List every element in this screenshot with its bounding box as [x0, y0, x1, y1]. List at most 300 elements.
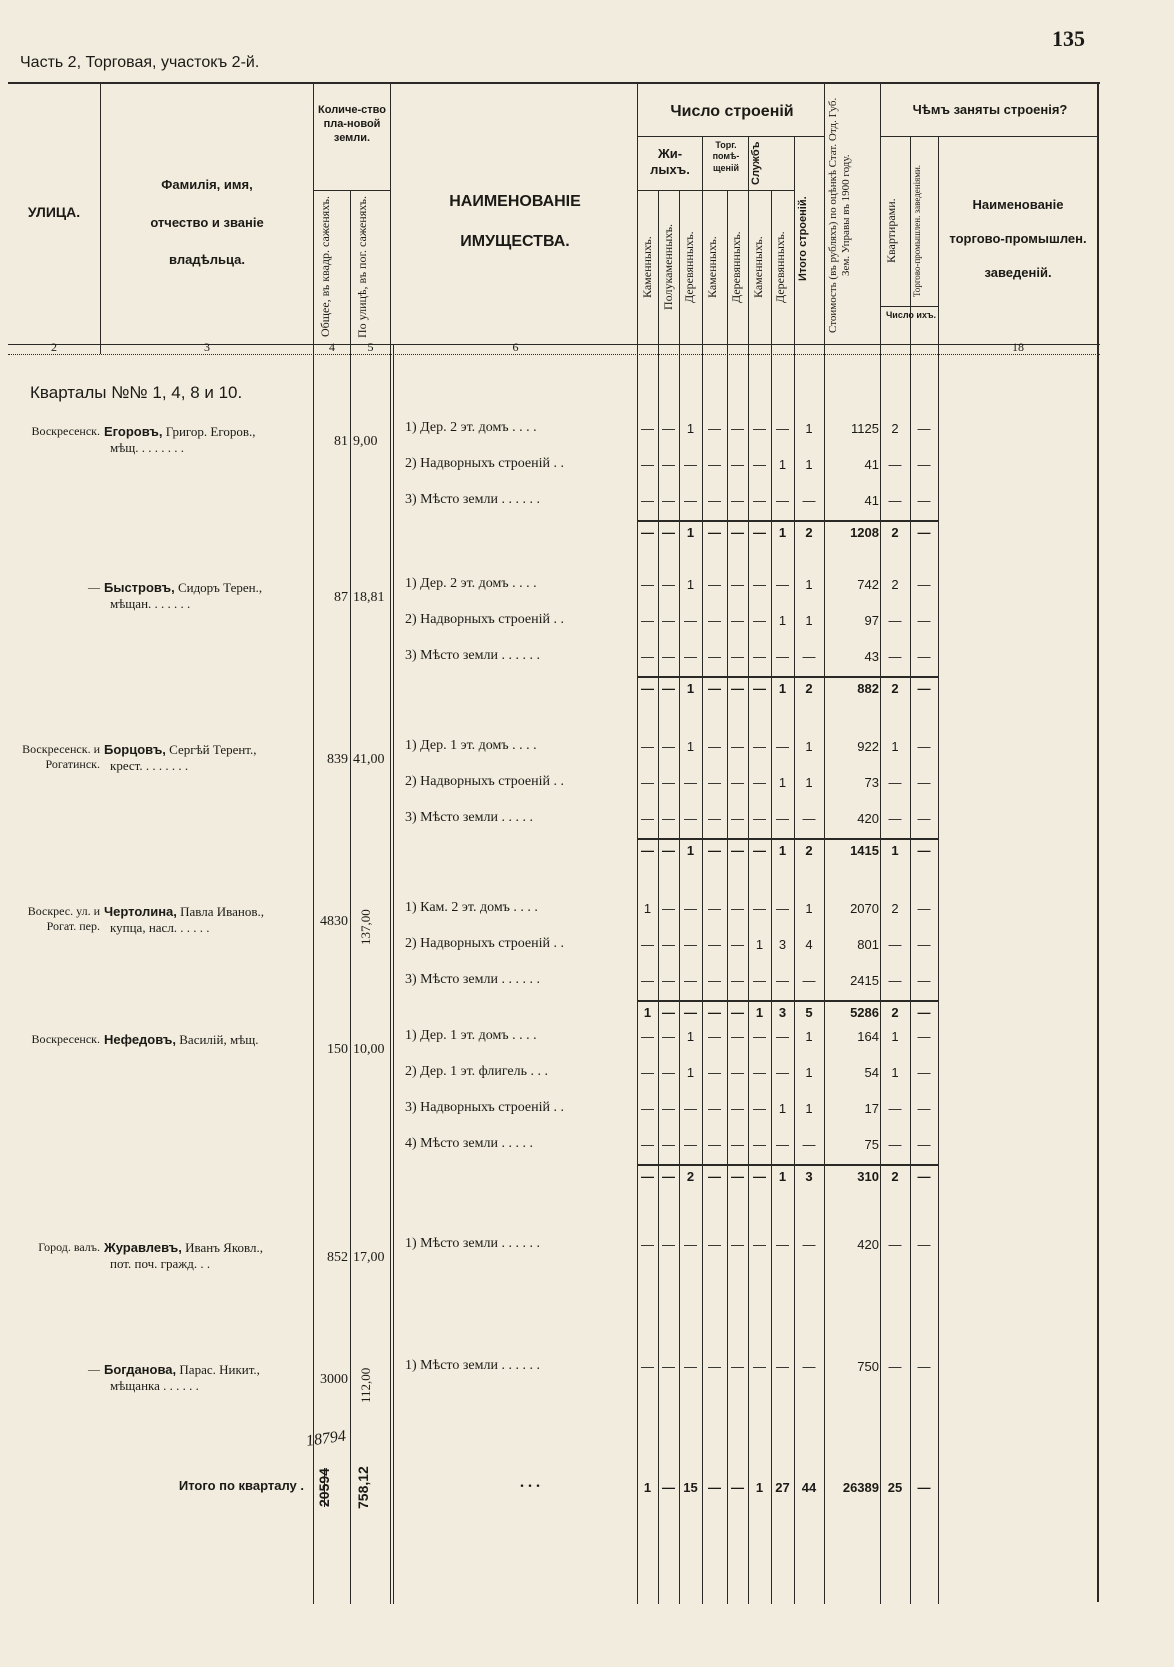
entry-street: Воскресенск.: [31, 424, 100, 438]
table-cell: —: [662, 421, 675, 436]
section-title: Кварталы №№ 1, 4, 8 и 10.: [30, 383, 243, 402]
table-cell: 1: [686, 739, 695, 754]
table-cell: 1: [805, 901, 813, 916]
property-item: 1) Дер. 1 эт. домъ . . . .: [405, 738, 537, 753]
owner-estate: пот. поч. гражд. . .: [110, 1256, 211, 1272]
table-cell: 2: [891, 681, 899, 696]
property-item: 1) Дер. 2 эт. домъ . . . .: [405, 576, 537, 591]
table-cell: 41: [864, 457, 879, 472]
entry-land-total: 150: [327, 1042, 348, 1057]
header-land-qty: Количе-ство пла-новой земли.: [318, 104, 386, 144]
table-cell: 420: [857, 811, 879, 826]
header-trade: Торг. помѣ-щеній: [712, 140, 740, 173]
header-apartments: Квартирами.: [884, 198, 898, 264]
header-land-total: Общее, въ квадр. саженяхъ.: [318, 196, 332, 338]
table-cell: —: [753, 525, 766, 540]
table-cell: 1: [778, 1169, 787, 1184]
subtotal-rule: [637, 1000, 939, 1002]
header-owner-line: владѣльца.: [169, 252, 245, 268]
table-cell: —: [708, 1029, 721, 1044]
table-cell: 26389: [842, 1480, 879, 1495]
table-cell: 1: [805, 457, 813, 472]
table-cell: 1: [686, 1029, 695, 1044]
table-cell: —: [708, 901, 721, 916]
table-cell: —: [662, 493, 675, 508]
table-cell: —: [731, 901, 744, 916]
table-cell: —: [684, 1005, 697, 1020]
table-cell: 1208: [850, 525, 879, 540]
owner-estate: [104, 1048, 110, 1063]
table-cell: 1: [805, 775, 813, 790]
table-cell: 41: [864, 493, 879, 508]
table-cell: —: [776, 1237, 789, 1252]
table-cell: —: [888, 613, 902, 628]
table-cell: —: [917, 1029, 931, 1044]
entry-street-length: 112,00: [358, 1367, 373, 1403]
table-cell: —: [888, 1359, 902, 1374]
table-cell: —: [753, 1101, 766, 1116]
table-cell: —: [708, 613, 721, 628]
entry-owner: [104, 1240, 310, 1273]
owner-estate: мѣщанка . . . . . .: [110, 1378, 199, 1394]
table-cell: —: [641, 649, 654, 664]
table-cell: —: [917, 577, 931, 592]
table-cell: 54: [864, 1065, 879, 1080]
table-cell: —: [917, 421, 931, 436]
table-cell: —: [708, 937, 721, 952]
header-est-name-line: заведеній.: [984, 264, 1052, 280]
table-cell: —: [888, 973, 902, 988]
table-cell: —: [708, 421, 721, 436]
entry-land-total: 4830: [320, 914, 348, 929]
table-cell: 43: [864, 649, 879, 664]
table-cell: —: [753, 681, 766, 696]
table-cell: —: [684, 493, 697, 508]
table-cell: —: [708, 457, 721, 472]
table-cell: —: [731, 843, 744, 858]
col-rule: [794, 136, 795, 1604]
table-cell: —: [802, 1237, 816, 1252]
table-cell: —: [731, 681, 744, 696]
property-item: 4) Мѣсто земли . . . . .: [405, 1136, 533, 1151]
table-cell: —: [708, 577, 721, 592]
total-label: Итого по кварталу .: [178, 1478, 304, 1493]
owner-name: Василій, мѣщ.: [179, 1032, 259, 1047]
col-number: 4: [329, 340, 335, 354]
table-cell: 2: [805, 525, 813, 540]
table-cell: 2415: [850, 973, 879, 988]
table-cell: —: [708, 525, 721, 540]
table-cell: —: [684, 937, 697, 952]
table-cell: 420: [857, 1237, 879, 1252]
table-cell: 27: [775, 1480, 790, 1495]
table-cell: —: [731, 937, 744, 952]
entry-street-length: 17,00: [353, 1250, 385, 1265]
table-cell: —: [753, 1137, 766, 1152]
table-cell: —: [888, 457, 902, 472]
table-cell: —: [662, 577, 675, 592]
table-cell: —: [641, 1065, 654, 1080]
property-item: 3) Надворныхъ строеній . .: [405, 1100, 564, 1115]
table-cell: —: [888, 775, 902, 790]
header-street: УЛИЦА.: [27, 204, 81, 220]
table-cell: —: [708, 1137, 721, 1152]
header-half-stone: Полукаменныхъ.: [661, 223, 675, 311]
table-cell: —: [662, 1237, 675, 1252]
owner-name: Иванъ Яковл.,: [185, 1240, 263, 1255]
property-item: 3) Мѣсто земли . . . . .: [405, 810, 533, 825]
table-cell: —: [753, 1359, 766, 1374]
table-cell: 1: [755, 1480, 764, 1495]
table-cell: —: [917, 775, 931, 790]
table-cell: 1: [755, 1005, 764, 1020]
table-cell: —: [776, 901, 789, 916]
table-top-rule: [8, 82, 1100, 84]
table-cell: —: [731, 525, 744, 540]
owner-name: Григор. Егоров.,: [165, 424, 256, 439]
table-cell: —: [753, 457, 766, 472]
table-cell: —: [917, 457, 931, 472]
table-cell: —: [731, 649, 744, 664]
entry-land-total: 3000: [320, 1372, 348, 1387]
subtotal-rule: [637, 838, 939, 840]
table-cell: —: [708, 649, 721, 664]
table-cell: —: [888, 1101, 902, 1116]
table-cell: —: [708, 1237, 721, 1252]
table-cell: —: [708, 1359, 721, 1374]
property-item: 2) Надворныхъ строеній . .: [405, 612, 564, 627]
table-cell: —: [641, 775, 654, 790]
table-cell: 1: [643, 901, 652, 916]
header-buildings-count: Число строеній: [670, 103, 794, 120]
table-cell: —: [708, 775, 721, 790]
table-cell: —: [662, 1480, 675, 1495]
table-cell: —: [917, 1101, 931, 1116]
table-cell: 164: [857, 1029, 879, 1044]
table-cell: —: [662, 457, 675, 472]
entry-street: Воскресенск. и Рогатинск.: [22, 742, 100, 771]
table-cell: 1: [805, 421, 813, 436]
table-cell: —: [753, 613, 766, 628]
table-cell: 1415: [850, 843, 879, 858]
table-cell: —: [753, 775, 766, 790]
table-cell: —: [753, 493, 766, 508]
entry-street-length: 9,00: [353, 434, 378, 449]
table-cell: 97: [864, 613, 879, 628]
table-cell: —: [708, 1480, 721, 1495]
col-number: 3: [204, 340, 210, 354]
table-cell: 1: [778, 457, 787, 472]
table-cell: —: [662, 681, 675, 696]
col-rule: [938, 136, 939, 1604]
entry-owner: [104, 1362, 310, 1395]
table-cell: 882: [857, 681, 879, 696]
table-cell: —: [802, 973, 816, 988]
header-owner-line: Фамилія, имя,: [161, 177, 253, 192]
table-cell: 1: [686, 525, 695, 540]
table-cell: —: [662, 1359, 675, 1374]
table-cell: 25: [887, 1480, 903, 1495]
property-item: 2) Надворныхъ строеній . .: [405, 456, 564, 471]
entry-land-total: 852: [327, 1250, 348, 1265]
table-cell: 44: [801, 1480, 817, 1495]
table-cell: —: [684, 973, 697, 988]
table-cell: 1: [778, 775, 787, 790]
entry-owner: [104, 742, 310, 775]
table-cell: —: [731, 1359, 744, 1374]
table-cell: —: [641, 1169, 654, 1184]
property-item: 1) Дер. 1 эт. домъ . . . .: [405, 1028, 537, 1043]
header-owner: [104, 166, 310, 279]
table-cell: —: [641, 457, 654, 472]
property-item: 2) Надворныхъ строеній . .: [405, 774, 564, 789]
owner-surname: Егоровъ,: [104, 424, 163, 439]
table-cell: 1: [805, 1101, 813, 1116]
table-cell: 5: [805, 1005, 813, 1020]
table-cell: 15: [683, 1480, 698, 1495]
table-cell: —: [776, 1065, 789, 1080]
table-cell: —: [641, 1029, 654, 1044]
header-stone: Каменныхъ.: [705, 236, 719, 298]
col-rule: [727, 190, 728, 1604]
running-head: Часть 2, Торговая, участокъ 2-й.: [20, 54, 260, 71]
table-cell: —: [776, 1137, 789, 1152]
table-cell: 2: [805, 843, 813, 858]
table-cell: —: [776, 493, 789, 508]
header-sub-rule: [637, 136, 824, 137]
table-cell: —: [641, 811, 654, 826]
table-cell: —: [641, 493, 654, 508]
table-cell: 2: [891, 901, 899, 916]
col-rule: [390, 84, 391, 1604]
table-cell: —: [917, 525, 931, 540]
owner-surname: Борцовъ,: [104, 742, 166, 757]
table-cell: —: [753, 1237, 766, 1252]
table-cell: —: [731, 613, 744, 628]
table-cell: —: [731, 1237, 744, 1252]
table-cell: 1: [686, 421, 695, 436]
table-cell: —: [802, 649, 816, 664]
table-cell: —: [731, 1005, 744, 1020]
table-cell: —: [684, 457, 697, 472]
table-cell: —: [731, 775, 744, 790]
col-rule: [393, 344, 394, 1604]
table-cell: 801: [857, 937, 879, 952]
table-cell: —: [753, 1169, 766, 1184]
table-cell: —: [662, 1169, 675, 1184]
table-cell: —: [662, 901, 675, 916]
table-cell: —: [731, 1065, 744, 1080]
header-est-name: [942, 188, 1094, 289]
owner-surname: Журавлевъ,: [104, 1240, 182, 1255]
col-number: 5: [367, 340, 374, 354]
owner-surname: Быстровъ,: [104, 580, 175, 595]
table-cell: —: [708, 739, 721, 754]
owner-surname: Чертолина,: [104, 904, 177, 919]
table-cell: —: [662, 1137, 675, 1152]
table-cell: —: [753, 811, 766, 826]
table-cell: 742: [857, 577, 879, 592]
owner-name: Павла Иванов.,: [180, 904, 264, 919]
table-cell: —: [888, 1137, 902, 1152]
col-number: 18: [1012, 340, 1024, 354]
table-cell: —: [917, 973, 931, 988]
header-occupied: Чѣмъ заняты строенія?: [912, 102, 1068, 117]
entry-land-total: 839: [327, 752, 348, 767]
table-cell: 4: [805, 937, 813, 952]
header-property-line: НАИМЕНОВАНІЕ: [449, 193, 581, 210]
table-cell: —: [684, 649, 697, 664]
table-cell: 922: [857, 739, 879, 754]
table-cell: —: [662, 811, 675, 826]
table-cell: —: [776, 421, 789, 436]
table-cell: 1: [805, 1065, 813, 1080]
table-cell: —: [641, 739, 654, 754]
table-cell: —: [917, 1137, 931, 1152]
table-cell: —: [684, 901, 697, 916]
header-service: Службъ: [750, 141, 762, 185]
table-cell: —: [641, 1359, 654, 1374]
table-cell: —: [641, 681, 654, 696]
table-cell: —: [662, 649, 675, 664]
property-item: 2) Надворныхъ строеній . .: [405, 936, 564, 951]
table-cell: —: [662, 937, 675, 952]
table-cell: 1: [778, 525, 787, 540]
property-item: 3) Мѣсто земли . . . . . .: [405, 492, 540, 507]
table-cell: —: [731, 1029, 744, 1044]
table-cell: —: [662, 1005, 675, 1020]
table-cell: —: [776, 739, 789, 754]
owner-estate: мѣщан. . . . . . .: [110, 596, 191, 612]
table-cell: —: [917, 613, 931, 628]
table-cell: 1: [891, 843, 899, 858]
header-count: Число ихъ.: [885, 310, 937, 320]
table-cell: —: [662, 1065, 675, 1080]
table-cell: 1: [805, 739, 813, 754]
table-cell: 1: [643, 1480, 652, 1495]
header-wooden: Деревянныхъ.: [773, 231, 787, 303]
table-cell: —: [917, 1359, 931, 1374]
table-cell: 1: [778, 613, 787, 628]
header-owner-line: отчество и званіе: [150, 214, 264, 230]
table-cell: —: [802, 1359, 816, 1374]
table-cell: 1: [755, 937, 764, 952]
table-cell: —: [753, 649, 766, 664]
table-cell: —: [708, 1169, 721, 1184]
table-cell: 750: [857, 1359, 879, 1374]
property-item: 1) Дер. 2 эт. домъ . . . .: [405, 420, 537, 435]
property-item: 1) Мѣсто земли . . . . . .: [405, 1236, 540, 1251]
table-cell: —: [753, 577, 766, 592]
table-cell: —: [641, 1237, 654, 1252]
table-cell: 2: [891, 1005, 899, 1020]
header-trade-est: Торгово-промышлен. заведеніями.: [912, 165, 922, 298]
table-cell: 3: [805, 1169, 813, 1184]
table-cell: —: [641, 843, 654, 858]
col-rule: [679, 190, 680, 1604]
table-cell: —: [753, 901, 766, 916]
header-property-line: ИМУЩЕСТВА.: [460, 233, 570, 250]
table-cell: —: [917, 937, 931, 952]
table-cell: —: [776, 577, 789, 592]
table-cell: —: [917, 901, 931, 916]
table-cell: —: [917, 1169, 931, 1184]
entry-street: Город. валъ.: [38, 1240, 100, 1254]
table-cell: 1125: [851, 421, 879, 436]
table-cell: 1: [643, 1005, 652, 1020]
owner-name: Сидоръ Терен.,: [177, 580, 263, 595]
col-rule: [748, 136, 749, 1604]
entry-street-length: 18,81: [353, 590, 385, 605]
table-cell: —: [641, 613, 654, 628]
header-sub-rule: [880, 136, 1097, 137]
table-cell: —: [641, 421, 654, 436]
page-number: 135: [1052, 26, 1085, 51]
col-rule: [100, 84, 101, 354]
table-cell: —: [641, 1101, 654, 1116]
property-item: 1) Кам. 2 эт. домъ . . . .: [405, 900, 538, 915]
total-dots: . . .: [520, 1474, 540, 1491]
table-cell: —: [731, 1169, 744, 1184]
table-cell: —: [662, 1101, 675, 1116]
table-cell: —: [708, 973, 721, 988]
table-cell: 1: [778, 681, 787, 696]
owner-name: Сергѣй Терент.,: [169, 742, 257, 757]
table-cell: 17: [864, 1101, 879, 1116]
table-cell: 1: [686, 577, 695, 592]
header-total-buildings: Итого строеній.: [797, 196, 809, 282]
table-cell: —: [662, 739, 675, 754]
entry-owner: [104, 424, 310, 457]
table-cell: —: [684, 1237, 697, 1252]
table-cell: —: [753, 421, 766, 436]
table-cell: —: [776, 973, 789, 988]
table-cell: —: [917, 493, 931, 508]
header-wooden: Деревянныхъ.: [729, 231, 743, 303]
property-item: 3) Мѣсто земли . . . . . .: [405, 972, 540, 987]
table-cell: 1: [805, 577, 813, 592]
table-cell: 2: [805, 681, 813, 696]
table-cell: —: [776, 1359, 789, 1374]
table-cell: —: [708, 681, 721, 696]
table-cell: —: [917, 681, 931, 696]
table-cell: —: [917, 739, 931, 754]
table-cell: —: [708, 843, 721, 858]
subtotal-rule: [637, 520, 939, 522]
entry-street-length: 10,00: [353, 1042, 385, 1057]
table-cell: 1: [891, 739, 899, 754]
table-cell: —: [641, 973, 654, 988]
table-cell: —: [708, 1065, 721, 1080]
table-cell: 2: [891, 577, 899, 592]
entry-owner: [104, 580, 310, 613]
table-cell: —: [731, 739, 744, 754]
entry-land-total: 87: [334, 590, 348, 605]
table-cell: —: [731, 1137, 744, 1152]
table-cell: —: [888, 649, 902, 664]
table-cell: —: [641, 937, 654, 952]
table-cell: 1: [805, 613, 813, 628]
table-cell: —: [731, 1101, 744, 1116]
table-cell: —: [684, 775, 697, 790]
table-cell: 73: [864, 775, 879, 790]
subtotal-rule: [637, 1164, 939, 1166]
owner-estate: мѣщ. . . . . . . .: [110, 440, 185, 456]
table-cell: —: [888, 493, 902, 508]
table-cell: —: [917, 1005, 931, 1020]
table-right-rule: [1097, 82, 1099, 1602]
table-cell: —: [641, 1137, 654, 1152]
